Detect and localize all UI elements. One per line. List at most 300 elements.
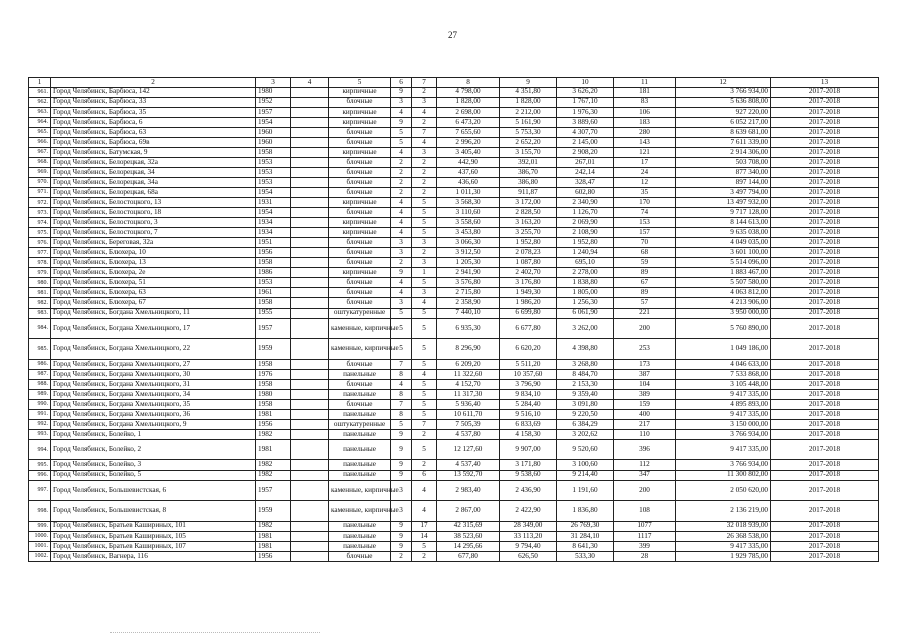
column-header: 12: [676, 78, 771, 88]
floors-cell: 5: [391, 318, 412, 339]
premises-area-cell: 3 172,00: [500, 198, 557, 208]
row-number-cell: 975.: [29, 228, 51, 238]
premises-area-cell: 10 357,60: [500, 369, 557, 379]
blank-cell: [291, 318, 329, 339]
residential-area-cell: 1 256,30: [557, 298, 614, 308]
premises-area-cell: 2 212,00: [500, 107, 557, 117]
residents-cell: 1077: [614, 521, 676, 531]
year-cell: 1982: [256, 470, 291, 480]
blank-cell: [291, 177, 329, 187]
entrances-cell: 2: [412, 429, 437, 439]
premises-area-cell: 386,70: [500, 167, 557, 177]
floors-cell: 9: [391, 268, 412, 278]
year-cell: 1953: [256, 167, 291, 177]
residential-area-cell: 1 976,30: [557, 107, 614, 117]
wall-material-cell: блочные: [329, 97, 391, 107]
blank-cell: [291, 480, 329, 501]
residents-cell: 106: [614, 107, 676, 117]
address-cell: Город Челябинск, Батумская, 9: [51, 147, 256, 157]
premises-area-cell: 2 402,70: [500, 268, 557, 278]
premises-area-cell: 6 699,80: [500, 308, 557, 318]
residential-area-cell: 3 889,60: [557, 117, 614, 127]
premises-area-cell: 2 828,50: [500, 208, 557, 218]
cost-cell: 3 766 934,00: [676, 429, 771, 439]
premises-area-cell: 9 794,40: [500, 541, 557, 551]
wall-material-cell: панельные: [329, 439, 391, 460]
address-cell: Город Челябинск, Богдана Хмельницкого, 36: [51, 409, 256, 419]
floors-cell: 4: [391, 379, 412, 389]
cost-cell: 2 050 620,00: [676, 480, 771, 501]
row-number-cell: 980.: [29, 278, 51, 288]
column-header: 2: [51, 78, 256, 88]
column-header: 7: [412, 78, 437, 88]
year-cell: 1958: [256, 379, 291, 389]
residential-area-cell: 3 262,00: [557, 318, 614, 339]
address-cell: Город Челябинск, Блюхера, 51: [51, 278, 256, 288]
total-area-cell: 38 523,60: [437, 531, 500, 541]
address-cell: Город Челябинск, Барбюса, 35: [51, 107, 256, 117]
entrances-cell: 14: [412, 531, 437, 541]
residents-cell: 68: [614, 248, 676, 258]
blank-cell: [291, 288, 329, 298]
wall-material-cell: панельные: [329, 460, 391, 470]
cost-cell: 5 507 580,00: [676, 278, 771, 288]
cost-cell: 9 417 335,00: [676, 389, 771, 399]
address-cell: Город Челябинск, Белостоцкого, 18: [51, 208, 256, 218]
row-number-cell: 990.: [29, 399, 51, 409]
premises-area-cell: 3 155,70: [500, 147, 557, 157]
address-cell: Город Челябинск, Богдана Хмельницкого, 34: [51, 389, 256, 399]
residents-cell: 12: [614, 177, 676, 187]
wall-material-cell: оштукатуренные: [329, 419, 391, 429]
row-number-cell: 986.: [29, 359, 51, 369]
entrances-cell: 2: [412, 177, 437, 187]
floors-cell: 9: [391, 87, 412, 97]
row-number-cell: 996.: [29, 470, 51, 480]
premises-area-cell: 33 113,20: [500, 531, 557, 541]
entrances-cell: 4: [412, 107, 437, 117]
residential-area-cell: 31 284,10: [557, 531, 614, 541]
page-number: 27: [448, 30, 457, 40]
period-cell: 2017-2018: [771, 157, 879, 167]
address-cell: Город Челябинск, Братьев Кашириных, 105: [51, 531, 256, 541]
residential-area-cell: 1 836,80: [557, 501, 614, 522]
period-cell: 2017-2018: [771, 288, 879, 298]
column-header: 8: [437, 78, 500, 88]
address-cell: Город Челябинск, Братьев Кашириных, 107: [51, 541, 256, 551]
residents-cell: 183: [614, 117, 676, 127]
total-area-cell: 677,80: [437, 551, 500, 561]
residential-area-cell: 9 359,40: [557, 389, 614, 399]
residents-cell: 108: [614, 501, 676, 522]
floors-cell: 3: [391, 298, 412, 308]
entrances-cell: 4: [412, 501, 437, 522]
table-row: [29, 480, 879, 501]
entrances-cell: 4: [412, 298, 437, 308]
total-area-cell: 2 996,20: [437, 137, 500, 147]
residents-cell: 389: [614, 389, 676, 399]
residential-area-cell: 2 145,00: [557, 137, 614, 147]
total-area-cell: 4 537,40: [437, 460, 500, 470]
housing-register-table: [28, 77, 879, 562]
premises-area-cell: 9 538,60: [500, 470, 557, 480]
period-cell: 2017-2018: [771, 339, 879, 360]
period-cell: 2017-2018: [771, 359, 879, 369]
premises-area-cell: 1 949,30: [500, 288, 557, 298]
table-row: [29, 97, 879, 107]
cost-cell: 2 914 306,00: [676, 147, 771, 157]
entrances-cell: 5: [412, 228, 437, 238]
floors-cell: 3: [391, 480, 412, 501]
floors-cell: 9: [391, 117, 412, 127]
cost-cell: 6 052 217,00: [676, 117, 771, 127]
address-cell: Город Челябинск, Белорецкая, 34: [51, 167, 256, 177]
residential-area-cell: 3 202,62: [557, 429, 614, 439]
total-area-cell: 11 317,30: [437, 389, 500, 399]
row-number-cell: 981.: [29, 288, 51, 298]
residents-cell: 57: [614, 298, 676, 308]
residents-cell: 280: [614, 127, 676, 137]
period-cell: 2017-2018: [771, 501, 879, 522]
blank-cell: [291, 208, 329, 218]
wall-material-cell: блочные: [329, 359, 391, 369]
address-cell: Город Челябинск, Богдана Хмельницкого, 9: [51, 419, 256, 429]
year-cell: 1981: [256, 531, 291, 541]
wall-material-cell: кирпичные: [329, 228, 391, 238]
premises-area-cell: 5 161,90: [500, 117, 557, 127]
wall-material-cell: блочные: [329, 167, 391, 177]
residential-area-cell: 8 484,70: [557, 369, 614, 379]
blank-cell: [291, 399, 329, 409]
residential-area-cell: 9 214,40: [557, 470, 614, 480]
column-header: 1: [29, 78, 51, 88]
year-cell: 1981: [256, 439, 291, 460]
floors-cell: 4: [391, 198, 412, 208]
residential-area-cell: 4 307,70: [557, 127, 614, 137]
address-cell: Город Челябинск, Барбюса, 69в: [51, 137, 256, 147]
blank-cell: [291, 501, 329, 522]
total-area-cell: 4 537,80: [437, 429, 500, 439]
premises-area-cell: 5 753,30: [500, 127, 557, 137]
period-cell: 2017-2018: [771, 531, 879, 541]
residents-cell: 181: [614, 87, 676, 97]
period-cell: 2017-2018: [771, 399, 879, 409]
premises-area-cell: 9 907,00: [500, 439, 557, 460]
address-cell: Город Челябинск, Богдана Хмельницкого, 17: [51, 318, 256, 339]
row-number-cell: 1001.: [29, 541, 51, 551]
residents-cell: 104: [614, 379, 676, 389]
wall-material-cell: панельные: [329, 429, 391, 439]
blank-cell: [291, 521, 329, 531]
column-header: 13: [771, 78, 879, 88]
residents-cell: 89: [614, 288, 676, 298]
period-cell: 2017-2018: [771, 521, 879, 531]
wall-material-cell: блочные: [329, 238, 391, 248]
year-cell: 1982: [256, 429, 291, 439]
blank-cell: [291, 238, 329, 248]
floors-cell: 5: [391, 127, 412, 137]
row-number-cell: 963.: [29, 107, 51, 117]
residential-area-cell: 1 767,10: [557, 97, 614, 107]
year-cell: 1954: [256, 208, 291, 218]
residents-cell: 74: [614, 208, 676, 218]
premises-area-cell: 6 620,20: [500, 339, 557, 360]
residents-cell: 200: [614, 480, 676, 501]
total-area-cell: 436,60: [437, 177, 500, 187]
year-cell: 1960: [256, 137, 291, 147]
year-cell: 1954: [256, 117, 291, 127]
row-number-cell: 969.: [29, 167, 51, 177]
row-number-cell: 993.: [29, 429, 51, 439]
table-row: [29, 339, 879, 360]
residents-cell: 83: [614, 97, 676, 107]
address-cell: Город Челябинск, Болейко, 5: [51, 470, 256, 480]
year-cell: 1934: [256, 218, 291, 228]
cost-cell: 32 018 939,00: [676, 521, 771, 531]
period-cell: 2017-2018: [771, 429, 879, 439]
total-area-cell: 6 473,20: [437, 117, 500, 127]
table-row: [29, 359, 879, 369]
blank-cell: [291, 248, 329, 258]
year-cell: 1957: [256, 107, 291, 117]
residential-area-cell: 2 108,90: [557, 228, 614, 238]
table-row: [29, 470, 879, 480]
blank-cell: [291, 187, 329, 197]
row-number-cell: 964.: [29, 117, 51, 127]
table-row: [29, 439, 879, 460]
year-cell: 1956: [256, 419, 291, 429]
period-cell: 2017-2018: [771, 308, 879, 318]
entrances-cell: 4: [412, 137, 437, 147]
address-cell: Город Челябинск, Болейко, 2: [51, 439, 256, 460]
entrances-cell: 5: [412, 541, 437, 551]
residents-cell: 217: [614, 419, 676, 429]
entrances-cell: 6: [412, 470, 437, 480]
residents-cell: 24: [614, 167, 676, 177]
residential-area-cell: 328,47: [557, 177, 614, 187]
table-row: [29, 198, 879, 208]
address-cell: Город Челябинск, Белостоцкого, 7: [51, 228, 256, 238]
address-cell: Город Челябинск, Барбюса, 6: [51, 117, 256, 127]
year-cell: 1958: [256, 298, 291, 308]
entrances-cell: 17: [412, 521, 437, 531]
row-number-cell: 985.: [29, 339, 51, 360]
address-cell: Город Челябинск, Белостоцкого, 13: [51, 198, 256, 208]
blank-cell: [291, 107, 329, 117]
wall-material-cell: блочные: [329, 551, 391, 561]
period-cell: 2017-2018: [771, 167, 879, 177]
row-number-cell: 992.: [29, 419, 51, 429]
total-area-cell: 12 127,60: [437, 439, 500, 460]
table-row: [29, 167, 879, 177]
residential-area-cell: 2 278,00: [557, 268, 614, 278]
total-area-cell: 3 110,60: [437, 208, 500, 218]
cost-cell: 3 766 934,00: [676, 87, 771, 97]
total-area-cell: 7 440,10: [437, 308, 500, 318]
blank-cell: [291, 541, 329, 551]
floors-cell: 5: [391, 308, 412, 318]
residents-cell: 89: [614, 268, 676, 278]
table-row: [29, 531, 879, 541]
cost-cell: 8 639 681,00: [676, 127, 771, 137]
premises-area-cell: 1 986,20: [500, 298, 557, 308]
table-row: [29, 248, 879, 258]
row-number-cell: 999.: [29, 521, 51, 531]
blank-cell: [291, 167, 329, 177]
blank-cell: [291, 439, 329, 460]
row-number-cell: 984.: [29, 318, 51, 339]
wall-material-cell: панельные: [329, 389, 391, 399]
cost-cell: 3 950 000,00: [676, 308, 771, 318]
row-number-cell: 997.: [29, 480, 51, 501]
row-number-cell: 998.: [29, 501, 51, 522]
floors-cell: 5: [391, 137, 412, 147]
wall-material-cell: кирпичные: [329, 117, 391, 127]
residents-cell: 221: [614, 308, 676, 318]
entrances-cell: 3: [412, 147, 437, 157]
period-cell: 2017-2018: [771, 541, 879, 551]
blank-cell: [291, 369, 329, 379]
address-cell: Город Челябинск, Богдана Хмельницкого, 22: [51, 339, 256, 360]
table-row: [29, 147, 879, 157]
wall-material-cell: панельные: [329, 470, 391, 480]
row-number-cell: 991.: [29, 409, 51, 419]
table-row: [29, 298, 879, 308]
entrances-cell: 3: [412, 97, 437, 107]
residential-area-cell: 533,30: [557, 551, 614, 561]
floors-cell: 9: [391, 429, 412, 439]
row-number-cell: 976.: [29, 238, 51, 248]
residential-area-cell: 2 908,20: [557, 147, 614, 157]
cost-cell: 3 766 934,00: [676, 460, 771, 470]
row-number-cell: 979.: [29, 268, 51, 278]
wall-material-cell: блочные: [329, 177, 391, 187]
row-number-cell: 989.: [29, 389, 51, 399]
table-row: [29, 521, 879, 531]
total-area-cell: 42 315,69: [437, 521, 500, 531]
row-number-cell: 972.: [29, 198, 51, 208]
cost-cell: 3 601 100,00: [676, 248, 771, 258]
entrances-cell: 7: [412, 127, 437, 137]
blank-cell: [291, 268, 329, 278]
address-cell: Город Челябинск, Белостоцкого, 3: [51, 218, 256, 228]
address-cell: Город Челябинск, Большевистская, 8: [51, 501, 256, 522]
cost-cell: 9 417 335,00: [676, 439, 771, 460]
year-cell: 1956: [256, 248, 291, 258]
wall-material-cell: блочные: [329, 278, 391, 288]
total-area-cell: 3 568,30: [437, 198, 500, 208]
table-row: [29, 379, 879, 389]
premises-area-cell: 1 087,80: [500, 258, 557, 268]
premises-area-cell: 1 828,00: [500, 97, 557, 107]
period-cell: 2017-2018: [771, 298, 879, 308]
floors-cell: 2: [391, 258, 412, 268]
cost-cell: 1 929 785,00: [676, 551, 771, 561]
cost-cell: 8 144 613,00: [676, 218, 771, 228]
year-cell: 1953: [256, 157, 291, 167]
blank-cell: [291, 531, 329, 541]
cost-cell: 5 636 808,00: [676, 97, 771, 107]
residential-area-cell: 3 626,20: [557, 87, 614, 97]
total-area-cell: 4 152,70: [437, 379, 500, 389]
blank-cell: [291, 117, 329, 127]
wall-material-cell: панельные: [329, 369, 391, 379]
entrances-cell: 2: [412, 187, 437, 197]
entrances-cell: 5: [412, 409, 437, 419]
blank-cell: [291, 137, 329, 147]
cost-cell: 9 717 128,00: [676, 208, 771, 218]
blank-cell: [291, 429, 329, 439]
table-row: [29, 117, 879, 127]
residential-area-cell: 695,10: [557, 258, 614, 268]
row-number-cell: 1002.: [29, 551, 51, 561]
table-row: [29, 308, 879, 318]
year-cell: 1980: [256, 87, 291, 97]
total-area-cell: 6 209,20: [437, 359, 500, 369]
cost-cell: 503 708,00: [676, 157, 771, 167]
year-cell: 1952: [256, 97, 291, 107]
period-cell: 2017-2018: [771, 228, 879, 238]
column-header: 4: [291, 78, 329, 88]
residents-cell: 396: [614, 439, 676, 460]
year-cell: 1958: [256, 147, 291, 157]
wall-material-cell: панельные: [329, 409, 391, 419]
year-cell: 1986: [256, 268, 291, 278]
cost-cell: 877 340,00: [676, 167, 771, 177]
wall-material-cell: кирпичные: [329, 268, 391, 278]
cost-cell: 3 150 000,00: [676, 419, 771, 429]
total-area-cell: 2 867,00: [437, 501, 500, 522]
table-row: [29, 127, 879, 137]
period-cell: 2017-2018: [771, 379, 879, 389]
blank-cell: [291, 298, 329, 308]
residential-area-cell: 267,01: [557, 157, 614, 167]
address-cell: Город Челябинск, Белорецкая, 68а: [51, 187, 256, 197]
residents-cell: 170: [614, 198, 676, 208]
floors-cell: 3: [391, 97, 412, 107]
row-number-cell: 965.: [29, 127, 51, 137]
table-row: [29, 419, 879, 429]
entrances-cell: 4: [412, 369, 437, 379]
period-cell: 2017-2018: [771, 439, 879, 460]
year-cell: 1976: [256, 369, 291, 379]
cost-cell: 9 635 038,00: [676, 228, 771, 238]
total-area-cell: 11 322,60: [437, 369, 500, 379]
cost-cell: 5 760 890,00: [676, 318, 771, 339]
cost-cell: 4 213 906,00: [676, 298, 771, 308]
cost-cell: 927 220,00: [676, 107, 771, 117]
premises-area-cell: 1 952,80: [500, 238, 557, 248]
premises-area-cell: 2 078,23: [500, 248, 557, 258]
premises-area-cell: 9 516,10: [500, 409, 557, 419]
address-cell: Город Челябинск, Вагнера, 116: [51, 551, 256, 561]
floors-cell: 7: [391, 399, 412, 409]
table-row: [29, 228, 879, 238]
entrances-cell: 5: [412, 278, 437, 288]
wall-material-cell: блочные: [329, 379, 391, 389]
address-cell: Город Челябинск, Большевистская, 6: [51, 480, 256, 501]
blank-cell: [291, 127, 329, 137]
address-cell: Город Челябинск, Братьев Кашириных, 101: [51, 521, 256, 531]
column-number-row: [29, 78, 879, 88]
period-cell: 2017-2018: [771, 470, 879, 480]
year-cell: 1953: [256, 278, 291, 288]
total-area-cell: 4 798,00: [437, 87, 500, 97]
total-area-cell: 13 592,70: [437, 470, 500, 480]
floors-cell: 5: [391, 339, 412, 360]
cost-cell: 13 497 932,00: [676, 198, 771, 208]
entrances-cell: 5: [412, 389, 437, 399]
